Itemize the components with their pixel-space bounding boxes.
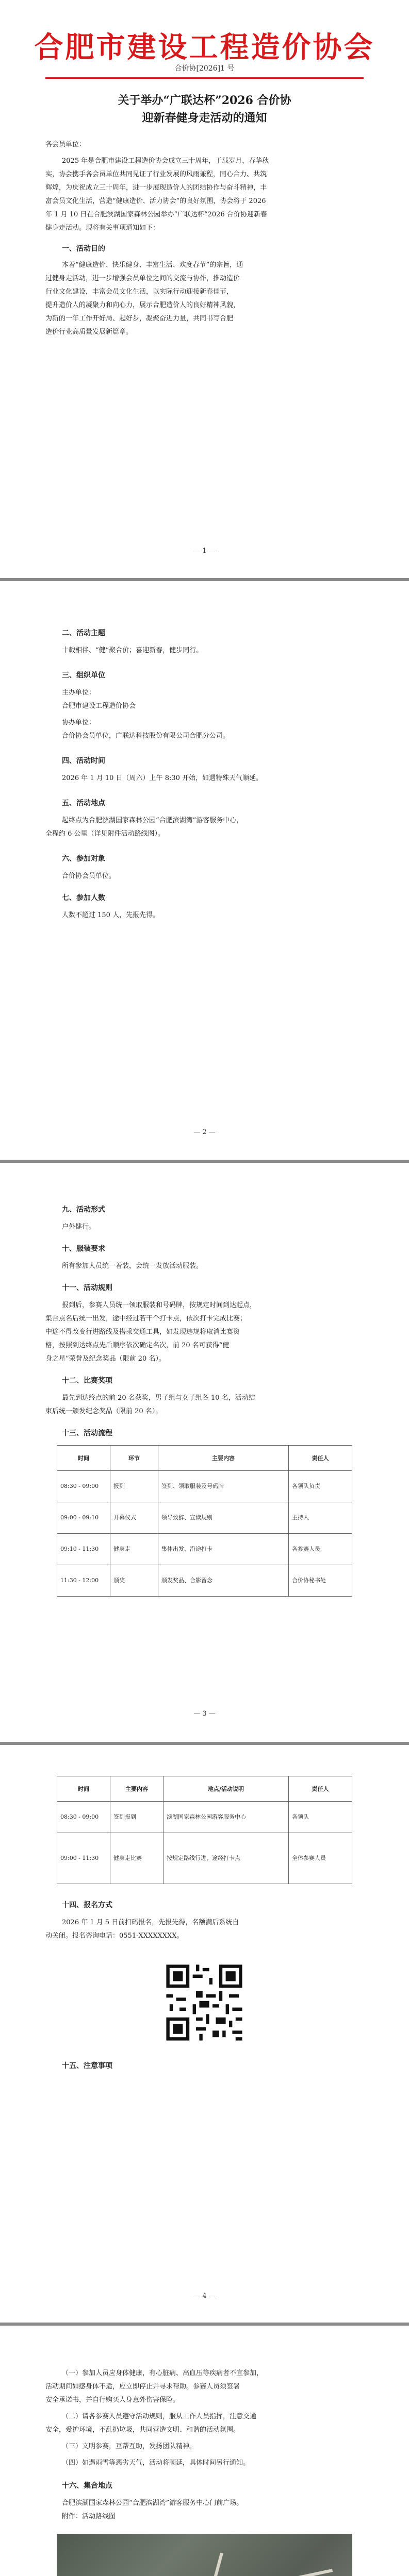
section-heading: 十三、活动流程	[62, 1429, 112, 1437]
section-body-line: 动关闭。报名咨询电话：0551-XXXXXXXX。	[45, 1932, 184, 1940]
table-cell: 11:30 - 12:00	[57, 1565, 110, 1597]
section-heading: 四、活动时间	[62, 757, 105, 765]
table-row	[57, 1502, 352, 1534]
intro-line: 辉煌，为庆祝成立三十周年，进一步展现造价人的团结协作与奋斗精神，丰	[45, 184, 267, 192]
section-body-line: 造价行业高质量发展新篇章。	[45, 328, 133, 336]
section-body-line: 行业文化建设，丰富会员文化生活，以实际行动迎接新春佳节，	[45, 288, 234, 296]
intro-line: 富会员文化生活，营造“健康造价、活力协会”的良好氛围，协会将于 2026	[45, 197, 266, 205]
table-cell: 签到报到	[110, 1802, 163, 1833]
section-body-line: 2026 年 1 月 5 日前扫码报名，先报先得，名额满后系统自	[62, 1919, 239, 1926]
table-header-row	[57, 1776, 352, 1802]
page-3	[0, 1163, 409, 1742]
notice-title-line-1: 关于举办“广联达杯”2026 合价协	[118, 94, 291, 107]
precaution-line: 安全承诺书，并自行购买人身意外伤害保险。	[45, 2396, 180, 2404]
page-number: — 4 —	[193, 2292, 216, 2300]
salutation: 各会员单位：	[45, 141, 86, 148]
table-row	[57, 1534, 352, 1565]
section-heading: 五、活动地点	[62, 799, 105, 807]
schedule-table-continued	[57, 1776, 352, 1884]
precaution-line: （一）参加人员应身体健康，有心脏病、高血压等疾病者不宜参加，	[62, 2369, 264, 2377]
page-5	[0, 2326, 409, 2576]
attachment-label: 附件：活动路线图	[62, 2513, 116, 2520]
table-header-cell: 时间	[57, 1776, 110, 1802]
section-body-line: 报到后，参赛人员统一领取服装和号码牌，按规定时间到达起点，	[62, 1301, 257, 1309]
page-number: — 3 —	[193, 1710, 216, 1718]
table-cell: 全体参赛人员	[289, 1833, 352, 1884]
table-row	[57, 1565, 352, 1597]
table-cell: 集体出发、沿途打卡	[158, 1534, 289, 1565]
table-cell: 签到、领取服装及号码牌	[158, 1471, 289, 1502]
page-2	[0, 581, 409, 1160]
table-header-cell: 主要内容	[110, 1776, 163, 1802]
table-cell: 开幕仪式	[110, 1502, 158, 1534]
section-heading: 十四、报名方式	[62, 1901, 112, 1909]
section-body-line: 全程约 6 公里（详见附件活动路线图）。	[45, 830, 165, 838]
section-heading: 十、服装要求	[62, 1245, 105, 1253]
section-heading: 十一、活动规则	[62, 1284, 112, 1292]
co-organizer-label: 协办单位：	[62, 719, 96, 726]
section-heading: 六、参加对象	[62, 855, 105, 863]
page-number: — 2 —	[193, 1128, 216, 1136]
intro-line: 健身走活动。现将有关事项通知如下：	[45, 224, 160, 232]
table-cell: 09:10 - 11:30	[57, 1534, 110, 1565]
table-header-cell: 地点/活动说明	[163, 1776, 289, 1802]
intro-line: 实，协会携手各会员单位共同见证了行业发展的风雨兼程，同心合力、共筑	[45, 171, 267, 178]
table-cell: 报到	[110, 1471, 158, 1502]
section-body-line: 起终点为合肥滨湖国家森林公园“合肥滨湖湾”游客服务中心，	[62, 817, 243, 824]
table-cell: 各领队	[289, 1802, 352, 1833]
table-cell: 08:30 - 09:00	[57, 1471, 110, 1502]
section-body-line: 身之星”荣誉及纪念奖品（限前 20 名）。	[45, 1355, 166, 1363]
section-body-line: 为新的一年工作开好局、起好步，凝聚奋进力量，共同书写合肥	[45, 315, 234, 323]
schedule-table	[57, 1445, 352, 1597]
co-organizer-name: 合价协会员单位，广联达科技股份有限公司合肥分公司。	[62, 732, 230, 740]
section-body-line: 过健身走活动，进一步增强会员单位之间的交流与协作，推动造价	[45, 275, 240, 282]
table-row	[57, 1802, 352, 1833]
section-body-line: 束后统一颁发纪念奖品（限前 20 名）。	[45, 1408, 162, 1415]
section-body-line: 人数不超过 150 人，先报先得。	[62, 911, 160, 919]
section-body-line: 2026 年 1 月 10 日（周六）上午 8:30 开始，如遇特殊天气顺延。	[62, 774, 263, 782]
section-body-line: 十载相伴、“健”聚合价；喜迎新春，健步同行。	[62, 647, 203, 654]
section-heading: 七、参加人数	[62, 894, 105, 902]
table-cell: 颁发奖品、合影留念	[158, 1565, 289, 1597]
table-cell: 合价协秘书处	[289, 1565, 352, 1597]
precaution-line: 活动期间如感身体不适，应立即停止并寻求帮助。参赛人员须签署	[45, 2383, 240, 2391]
table-cell: 08:30 - 09:00	[57, 1802, 110, 1833]
section-heading: 二、活动主题	[62, 629, 105, 637]
table-row	[57, 1833, 352, 1884]
precaution-line: 安全，爱护环境，不乱扔垃圾，共同营造文明、和谐的活动氛围。	[45, 2426, 240, 2434]
table-cell: 滨湖国家森林公园游客服务中心	[163, 1802, 289, 1833]
section-body-line: 所有参加人员统一着装，会统一发放活动服装。	[62, 1262, 203, 1270]
document-number: 合价协[2026]1 号	[174, 64, 235, 73]
table-header-cell: 责任人	[289, 1446, 352, 1471]
page-1	[0, 0, 409, 578]
organizer-label: 主办单位：	[62, 689, 96, 697]
letterhead-rule	[45, 77, 364, 79]
section-heading: 三、组织单位	[62, 671, 105, 680]
table-cell: 各领队负责	[289, 1471, 352, 1502]
table-cell: 09:00 - 09:10	[57, 1502, 110, 1534]
table-cell: 09:00 - 11:30	[57, 1833, 110, 1884]
section-heading: 十六、集合地点	[62, 2482, 112, 2490]
route-map-image	[57, 2534, 352, 2576]
section-heading: 十五、注意事项	[62, 2062, 112, 2070]
section-body-line: 合肥滨湖国家森林公园“合肥滨湖湾”游客服务中心门前广场。	[62, 2499, 243, 2507]
precaution-line: （二）请各参赛人员遵守活动规则，服从工作人员指挥，注意交通	[62, 2413, 257, 2420]
section-body-line: 集合点名后统一出发，途中经过若干个打卡点，依次打卡完成比赛；	[45, 1315, 247, 1323]
table-header-cell: 主要内容	[158, 1446, 289, 1471]
section-body-line: 格，按照到达终点先后顺序依次确定名次，前 20 名可获得“健	[45, 1342, 230, 1349]
table-header-row	[57, 1446, 352, 1471]
table-cell: 健身走比赛	[110, 1833, 163, 1884]
table-cell: 健身走	[110, 1534, 158, 1565]
section-body-line: 本着“健康造价、快乐健身、丰富生活、欢度春节”的宗旨，通	[62, 261, 243, 269]
table-row	[57, 1471, 352, 1502]
section-body-line: 提升造价人的凝聚力和向心力，展示合肥造价人的良好精神风貌，	[45, 301, 240, 309]
section-heading: 十二、比赛奖项	[62, 1377, 112, 1385]
page-number: — 1 —	[193, 547, 216, 555]
intro-line: 2025 年是合肥市建设工程造价协会成立三十周年，于载岁月，春华秋	[62, 157, 269, 165]
table-header-cell: 责任人	[289, 1776, 352, 1802]
table-cell: 主持人	[289, 1502, 352, 1534]
route-line	[57, 2534, 352, 2576]
precaution-line: （四）如遇雨雪等恶劣天气，活动将顺延，具体时间另行通知。	[62, 2459, 250, 2467]
table-header-cell: 时间	[57, 1446, 110, 1471]
section-body-line: 合价协会员单位。	[62, 872, 116, 880]
table-cell: 领导致辞、宣读规则	[158, 1502, 289, 1534]
registration-qr-code[interactable]	[163, 1961, 246, 2044]
precaution-line: （三）文明参赛，互帮互助，发扬团队精神。	[62, 2443, 197, 2450]
table-cell: 颁奖	[110, 1565, 158, 1597]
letterhead-title: 合肥市建设工程造价协会	[34, 30, 375, 64]
intro-line: 年 1 月 10 日在合肥滨湖国家森林公园举办“广联达杯”2026 合价协迎新春	[45, 211, 267, 218]
section-body-line: 户外健行。	[62, 1223, 96, 1231]
section-heading: 一、活动目的	[62, 245, 105, 253]
page-4	[0, 1745, 409, 2323]
table-cell: 按规定路线行进，途经打卡点	[163, 1833, 289, 1884]
table-header-cell: 环节	[110, 1446, 158, 1471]
notice-title-line-2: 迎新春健身走活动的通知	[142, 111, 267, 125]
table-cell: 各参赛人员	[289, 1534, 352, 1565]
organizer-name: 合肥市建设工程造价协会	[62, 702, 136, 710]
section-body-line: 中途不得改变行进路线及搭乘交通工具，如发现违规将取消比赛资	[45, 1328, 240, 1336]
section-heading: 九、活动形式	[62, 1206, 105, 1214]
section-body-line: 最先到达终点的前 20 名获奖，男子组与女子组各 10 名，活动结	[62, 1394, 255, 1402]
